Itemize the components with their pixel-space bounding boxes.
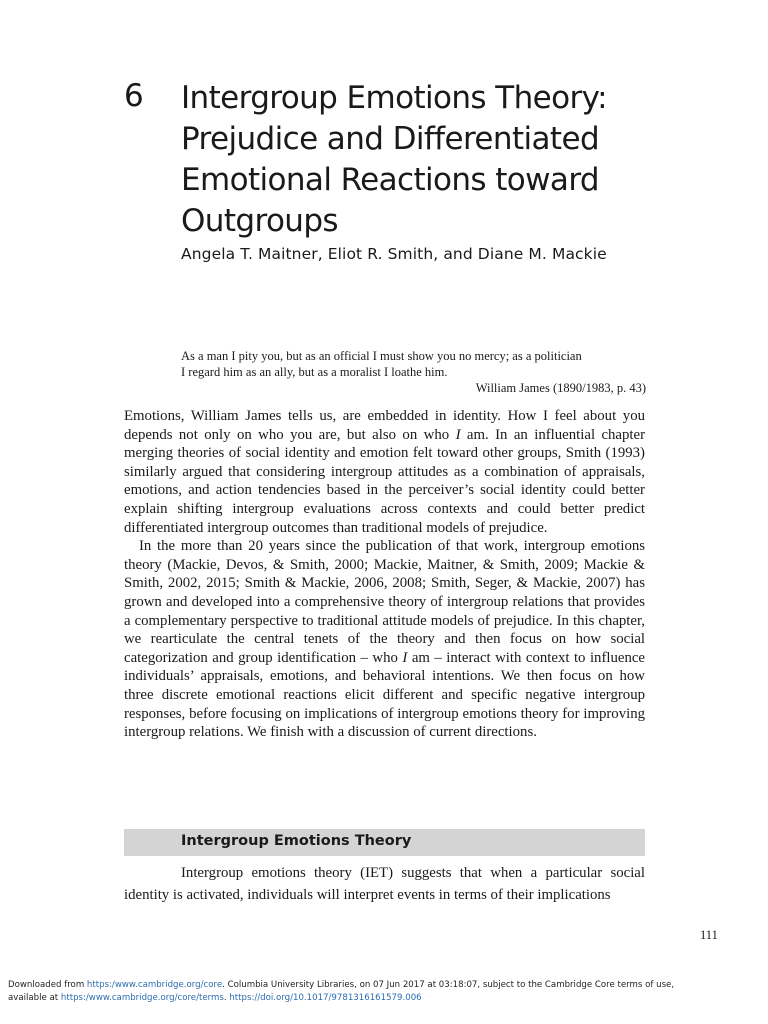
text-run: am – interact with context to influence individuals’ appraisals, emotions, and behavioral intentions. We then focus on how three discrete emotional reactions elicit different and specific negative intergroup responses, before focusing on implications of intergroup emotions theory for improving intergroup relations. We finish with a discussion of current directions. bbox=[124, 649, 645, 741]
chapter-title-line: Outgroups bbox=[181, 203, 338, 239]
chapter-title-line: Prejudice and Differentiated bbox=[181, 121, 600, 157]
cambridge-core-link[interactable]: https:/www.cambridge.org/core bbox=[86, 980, 223, 990]
footer-line bbox=[8, 979, 764, 992]
epigraph-line: As a man I pity you, but as an official I must show you no mercy; as a politician bbox=[181, 349, 582, 363]
footer-text: . Columbia University Libraries, on 07 Jun 2017 at 03:18:07, subject to the Cambridge Core terms of use, bbox=[222, 980, 675, 990]
paragraph bbox=[124, 407, 645, 537]
text-run: Emotions, William James tells us, are embedded in identity. How I feel about you depends not only on who you are, but also on who bbox=[124, 408, 645, 443]
download-footer bbox=[8, 979, 764, 1005]
text-run: am. In an influential chapter merging theories of social identity and emotion felt toward other groups, Smith (1993) similarly argued that considering intergroup attitudes as a combination of appraisals, emotions, and action tendencies based in the perceiver’s social identity could better explain shifting intergroup evaluations across contexts and could better predict differentiated intergroup outcomes than traditional models of prejudice. bbox=[124, 426, 646, 536]
footer-text: available at bbox=[8, 993, 61, 1003]
doi-link[interactable]: https://doi.org/10.1017/9781316161579.006 bbox=[229, 993, 422, 1003]
section-heading: Intergroup Emotions Theory bbox=[181, 833, 412, 849]
italic-text: I bbox=[402, 649, 408, 666]
text-run: In the more than 20 years since the publication of that work, intergroup emotions theory (Mackie, Devos, & Smith, 2000; Mackie, Maitner, & Smith, 2009; Mackie & Smith, 2002, 2015; Smith & Mackie, 2006, 2008; Smith, Seger, & Mackie, 2007) has grown and developed into a comprehensive theory of intergroup relations that provides a complementary perspective to traditional attitude models of prejudice. In this chapter, we rearticulate the central tenets of the theory and then focus on how social categorization and group identification – who bbox=[124, 538, 645, 666]
italic-text: I bbox=[455, 426, 461, 443]
footer-line bbox=[8, 992, 764, 1005]
chapter-number: 6 bbox=[124, 78, 144, 114]
chapter-title bbox=[181, 78, 651, 242]
section-text bbox=[124, 862, 645, 906]
footer-text: Downloaded from bbox=[8, 980, 87, 990]
paragraph: Intergroup emotions theory (IET) suggests that when a particular social identity is activated, individuals will interpret events in terms of their implications bbox=[124, 865, 645, 903]
body-text bbox=[124, 407, 645, 742]
chapter-title-line: Intergroup Emotions Theory: bbox=[181, 80, 607, 116]
epigraph-line: I regard him as an ally, but as a moralist I loathe him. bbox=[181, 365, 448, 379]
terms-link[interactable]: https:/www.cambridge.org/core/terms bbox=[60, 993, 224, 1003]
page-number: 111 bbox=[700, 928, 718, 942]
epigraph-attribution: William James (1890/1983, p. 43) bbox=[475, 381, 646, 395]
footer-text: . bbox=[223, 993, 230, 1003]
chapter-title-line: Emotional Reactions toward bbox=[181, 162, 599, 198]
epigraph bbox=[181, 348, 646, 396]
chapter-authors: Angela T. Maitner, Eliot R. Smith, and Diane M. Mackie bbox=[181, 245, 607, 263]
paragraph bbox=[124, 537, 645, 742]
